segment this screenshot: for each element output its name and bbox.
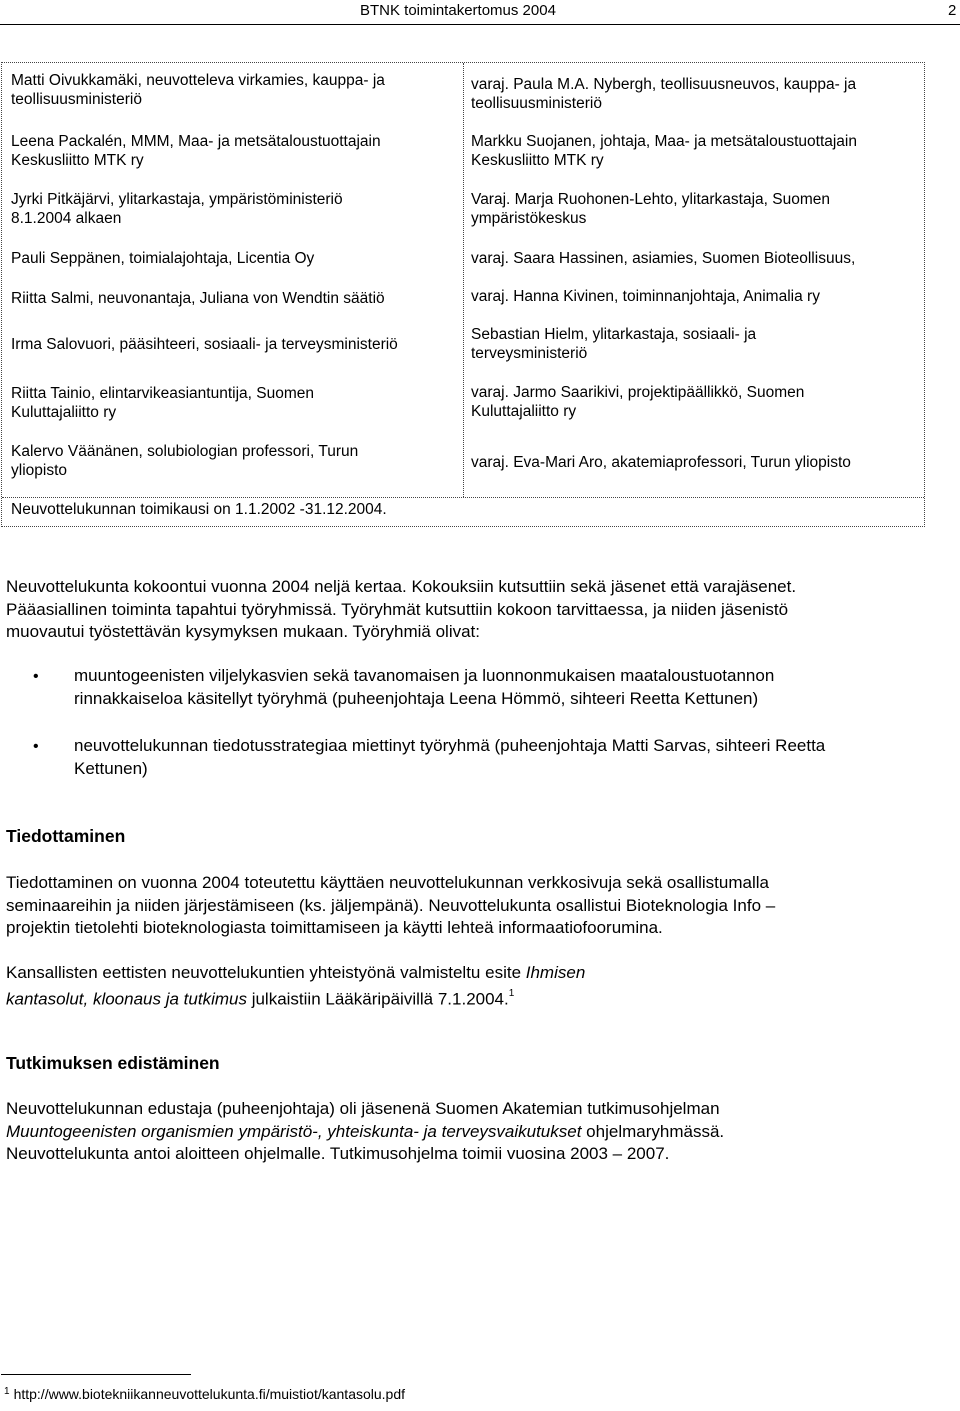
deputy-entry: varaj. Saara Hassinen, asiamies, Suomen Bioteollisuus, — [471, 250, 856, 267]
bullet-icon: • — [33, 738, 39, 755]
bullet-icon: • — [33, 668, 39, 685]
deputy-entry: Varaj. Marja Ruohonen-Lehto, ylitarkastaja, Suomen ympäristökeskus — [471, 191, 830, 227]
deputy-entry: varaj. Jarmo Saarikivi, projektipäällikkö, Suomen Kuluttajaliitto ry — [471, 384, 805, 420]
member-entry: Matti Oivukkamäki, neuvotteleva virkamies, kauppa- ja teollisuusministeriö — [11, 72, 385, 108]
document-title: BTNK toimintakertomus 2004 — [360, 2, 556, 19]
footnote — [4, 1386, 405, 1402]
deputy-entry: varaj. Hanna Kivinen, toiminnanjohtaja, Animalia ry — [471, 288, 820, 305]
page-number: 2 — [948, 2, 957, 19]
footnote-reference: 1 — [508, 987, 515, 999]
paragraph: Neuvottelukunnan edustaja (puheenjohtaja) oli jäsenenä Suomen Akatemian tutkimusohjelman Muuntogeenisten organismien ympäristö-, yhteiskunta- ja terveysvaikutukset ohjelmaryhmässä. Neuvottelukunta antoi aloitteen ohjelmalle. Tutkimusohjelma toimii vuosina 2003 – 2007. — [6, 1099, 725, 1163]
header-rule — [0, 24, 960, 25]
section-heading: Tiedottaminen — [6, 826, 126, 846]
deputy-entry: varaj. Paula M.A. Nybergh, teollisuusneuvos, kauppa- ja teollisuusministeriö — [471, 76, 857, 112]
footnote-rule — [1, 1374, 191, 1375]
member-entry: Irma Salovuori, pääsihteeri, sosiaali- ja terveysministeriö — [11, 336, 398, 353]
section-heading: Tutkimuksen edistäminen — [6, 1053, 220, 1073]
members-table — [1, 62, 925, 527]
paragraph: Tiedottaminen on vuonna 2004 toteutettu käyttäen neuvottelukunnan verkkosivuja sekä osallistumalla seminaareihin ja niiden järjestämiseen (ks. jäljempänä). Neuvottelukunta osallistui Bioteknologia Info – projektin tietolehti bioteknologiasta toimittamiseen ja käytti lehteä informaatiofoorumina. — [6, 873, 776, 937]
member-entry: Riitta Tainio, elintarvikeasiantuntija, Suomen Kuluttajaliitto ry — [11, 385, 314, 421]
table-column-divider — [463, 63, 464, 497]
deputy-entry: Sebastian Hielm, ylitarkastaja, sosiaali- ja terveysministeriö — [471, 326, 757, 362]
intro-paragraph: Neuvottelukunta kokoontui vuonna 2004 neljä kertaa. Kokouksiin kutsuttiin sekä jäsenet että varajäsenet. Pääasiallinen toiminta tapahtui työryhmissä. Työryhmät kutsuttiin kokoon tarvittaessa, ja niiden jäsenistö muovautui työstettävän kysymyksen mukaan. Työryhmiä olivat: — [6, 577, 797, 641]
member-entry: Pauli Seppänen, toimialajohtaja, Licentia Oy — [11, 250, 315, 267]
member-entry: Riitta Salmi, neuvonantaja, Juliana von Wendtin säätiö — [11, 290, 385, 307]
paragraph: Kansallisten eettisten neuvottelukuntien yhteistyönä valmisteltu esite Ihmisen kantasolut, kloonaus ja tutkimus julkaistiin Lääkäripäivillä 7.1.2004.$^1$ — [6, 963, 586, 1009]
member-entry: Kalervo Väänänen, solubiologian professori, Turun yliopisto — [11, 443, 359, 479]
list-item: muuntogeenisten viljelykasvien sekä tavanomaisen ja luonnonmukaisen maataloustuotannon rinnakkaiseloa käsitellyt työryhmä (puheenjohtaja Leena Hömmö, sihteeri Reetta Kettunen) — [74, 666, 775, 708]
footnote-link[interactable]: http://www.biotekniikanneuvottelukunta.fi/muistiot/kantasolu.pdf — [13, 1386, 406, 1402]
member-entry: Jyrki Pitkäjärvi, ylitarkastaja, ympäristöministeriö 8.1.2004 alkaen — [11, 191, 343, 227]
member-entry: Leena Packalén, MMM, Maa- ja metsätaloustuottajain Keskusliitto MTK ry — [11, 133, 381, 169]
deputy-entry: Markku Suojanen, johtaja, Maa- ja metsätaloustuottajain Keskusliitto MTK ry — [471, 133, 857, 169]
term-of-office: Neuvottelukunnan toimikausi on 1.1.2002 -31.12.2004. — [11, 501, 387, 518]
deputy-entry: varaj. Eva-Mari Aro, akatemiaprofessori, Turun yliopisto — [471, 454, 851, 471]
page-header — [0, 0, 960, 30]
footnote-number: 1 — [4, 1386, 10, 1397]
list-item: neuvottelukunnan tiedotusstrategiaa miettinyt työryhmä (puheenjohtaja Matti Sarvas, sihteeri Reetta Kettunen) — [74, 736, 826, 778]
table-row-divider — [2, 497, 924, 498]
